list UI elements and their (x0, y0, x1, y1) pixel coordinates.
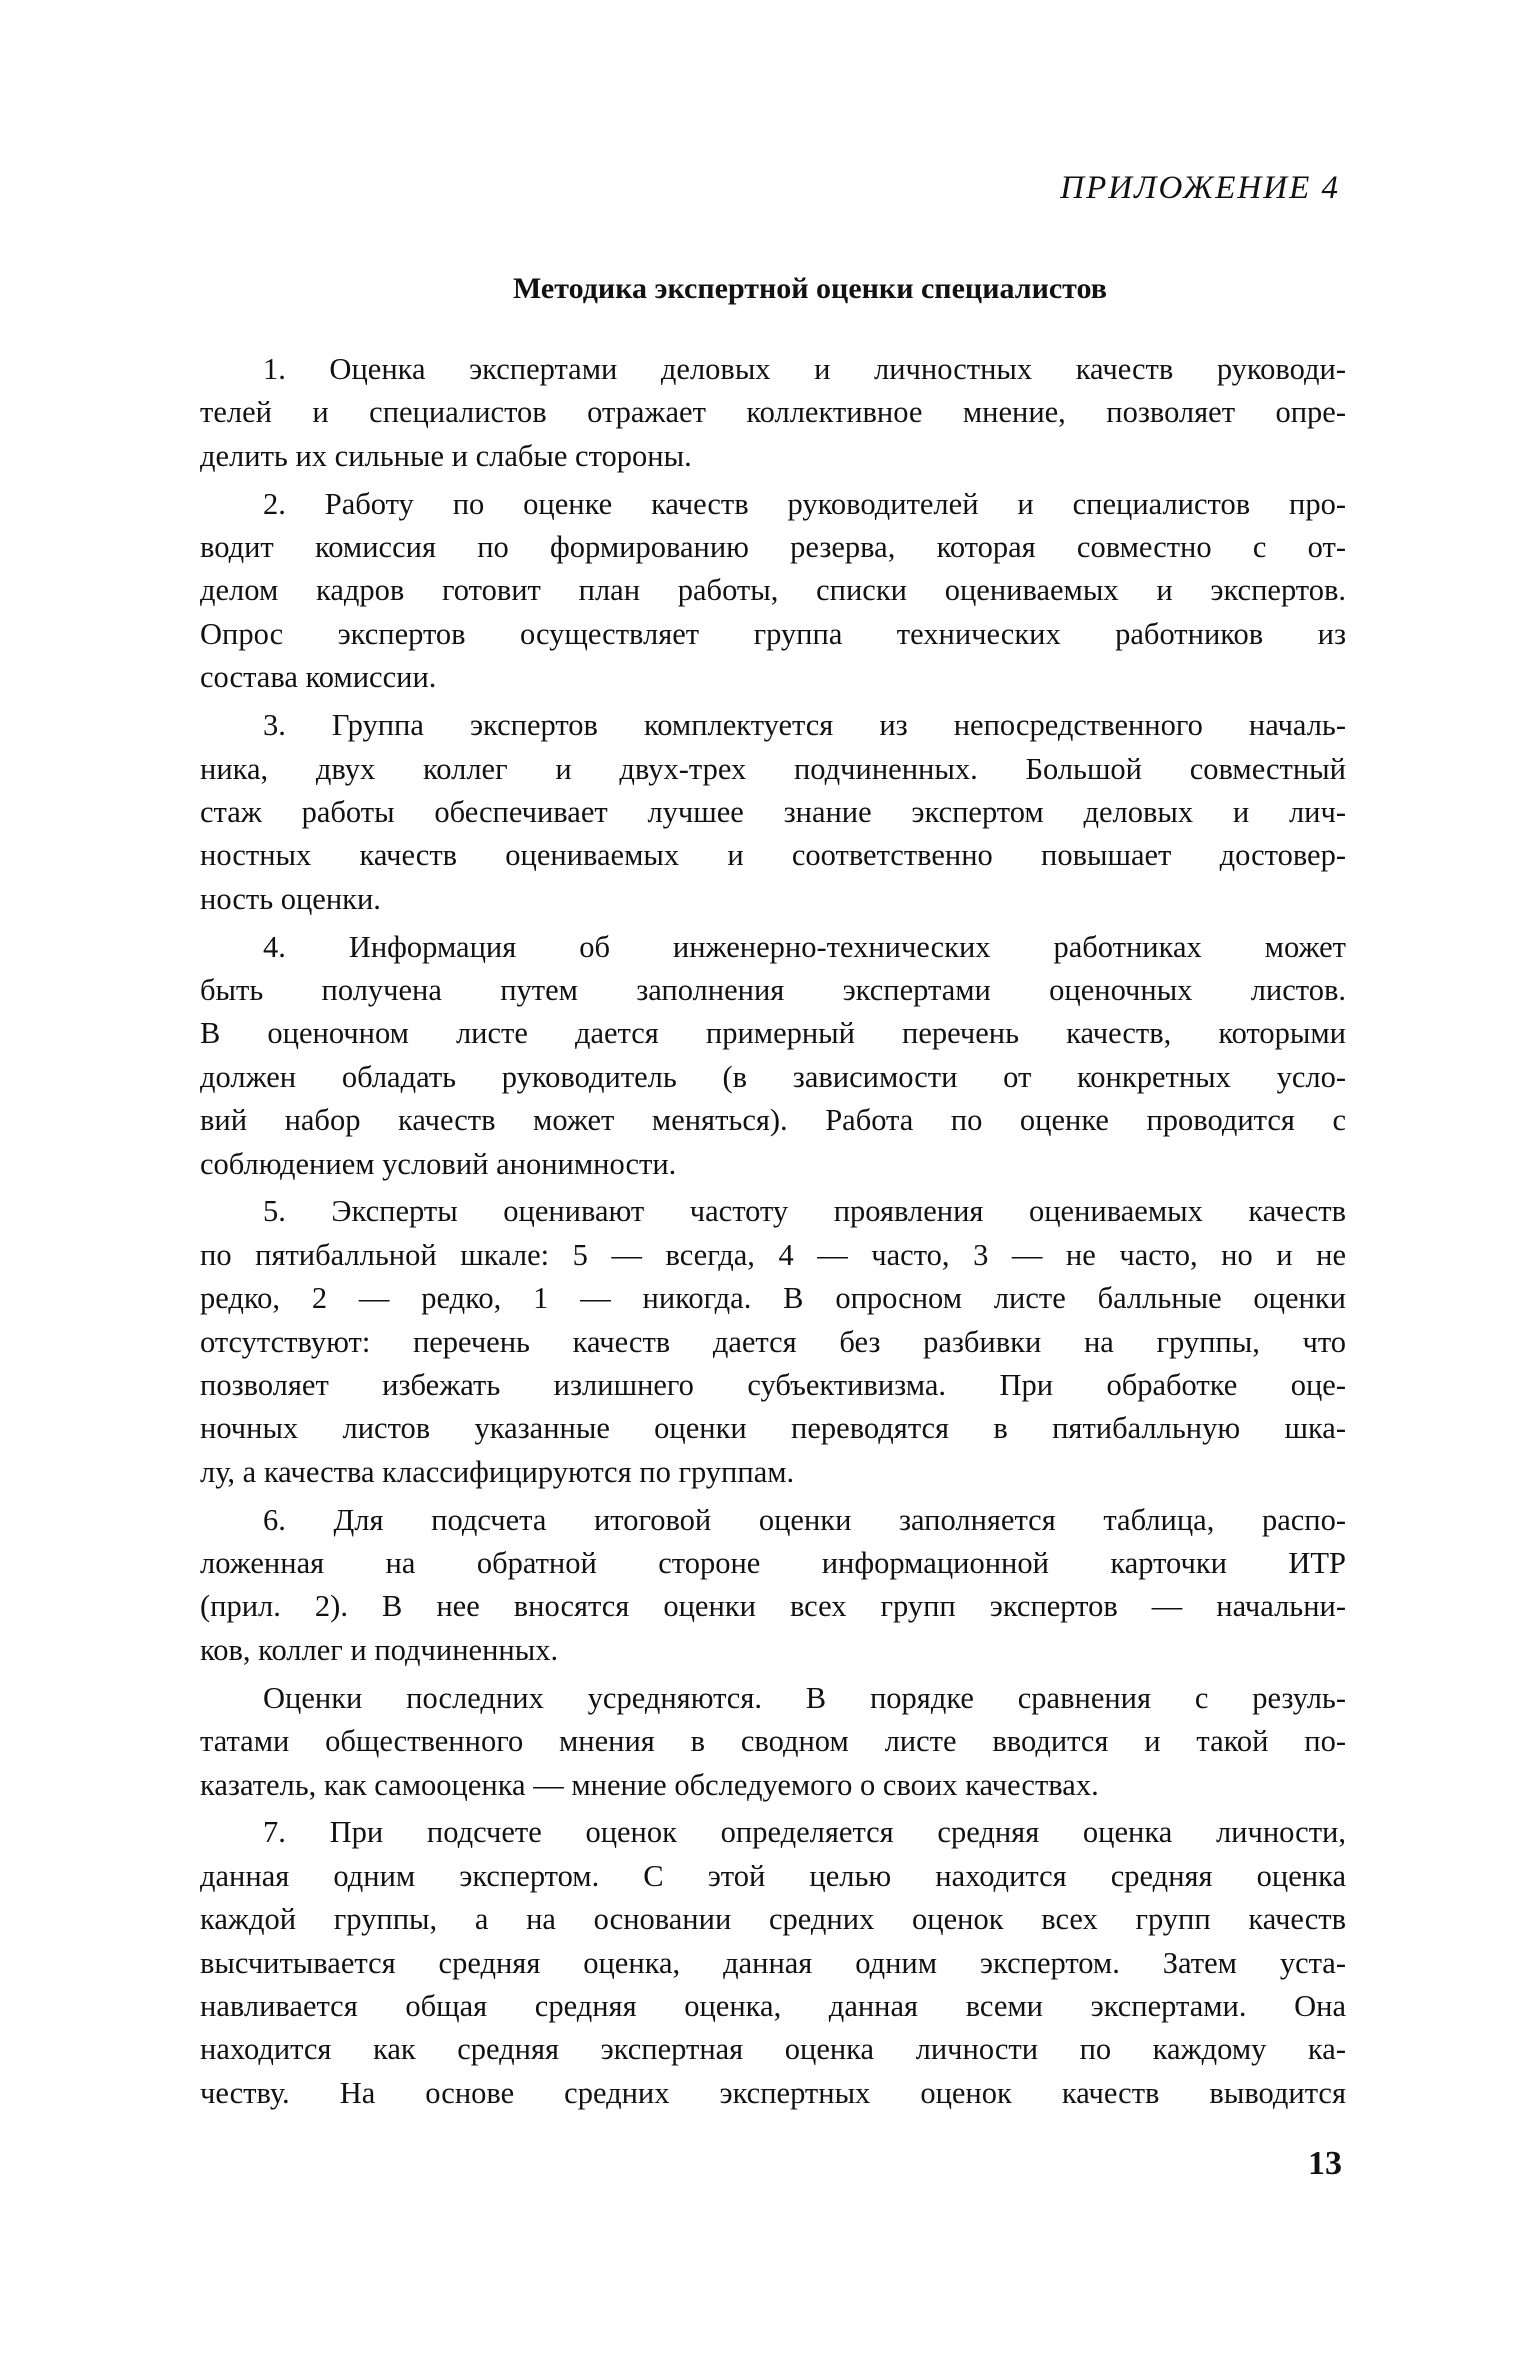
text-line: 6. Для подсчета итоговой оценки заполняется таблица, распо- (263, 1502, 1346, 1537)
text-line: делить их сильные и слабые стороны. (200, 438, 692, 473)
paragraph (200, 483, 1346, 700)
paragraph (200, 348, 1346, 478)
paragraph (200, 1677, 1346, 1807)
text-line: ностных качеств оцениваемых и соответственно повышает достовер- (200, 838, 1346, 873)
text-line: отсутствуют: перечень качеств дается без разбивки на группы, что (200, 1324, 1346, 1359)
text-line: водит комиссия по формированию резерва, которая совместно с от- (200, 530, 1346, 565)
page-number: 13 (1308, 2145, 1342, 2182)
text-line: 3. Группа экспертов комплектуется из непосредственного началь- (263, 708, 1346, 743)
text-line: позволяет избежать излишнего субъективизма. При обработке оце- (200, 1367, 1346, 1402)
text-line: находится как средняя экспертная оценка личности по каждому ка- (200, 2032, 1346, 2067)
text-line: данная одним экспертом. С этой целью находится средняя оценка (200, 1858, 1346, 1893)
text-line: лу, а качества классифицируются по группам. (200, 1454, 795, 1489)
text-line: татами общественного мнения в сводном листе вводится и такой по- (200, 1724, 1346, 1759)
text-line: навливается общая средняя оценка, данная всеми экспертами. Она (200, 1988, 1346, 2023)
text-line: ночных листов указанные оценки переводятся в пятибалльную шка- (200, 1411, 1346, 1446)
text-line: стаж работы обеспечивает лучшее знание экспертом деловых и лич- (200, 794, 1346, 829)
paragraph (200, 1190, 1346, 1494)
text-line: ков, коллег и подчиненных. (200, 1632, 559, 1667)
document-body (200, 348, 1346, 2120)
appendix-label: ПРИЛОЖЕНИЕ 4 (1060, 170, 1340, 206)
page-title: Методика экспертной оценки специалистов (513, 272, 1107, 305)
text-line: Опрос экспертов осуществляет группа технических работников из (200, 616, 1346, 651)
paragraph (200, 704, 1346, 921)
text-line: состава комиссии. (200, 660, 437, 695)
text-line: редко, 2 — редко, 1 — никогда. В опросном листе балльные оценки (200, 1281, 1346, 1316)
text-line: должен обладать руководитель (в зависимости от конкретных усло- (200, 1059, 1346, 1094)
text-line: казатель, как самооценка — мнение обследуемого о своих качествах. (200, 1767, 1099, 1802)
text-line: 7. При подсчете оценок определяется средняя оценка личности, (263, 1815, 1346, 1850)
text-line: 4. Информация об инженерно-технических работниках может (263, 929, 1346, 964)
text-line: В оценочном листе дается примерный перечень качеств, которыми (200, 1016, 1346, 1051)
text-line: 2. Работу по оценке качеств руководителей и специалистов про- (263, 486, 1346, 521)
text-line: каждой группы, а на основании средних оценок всех групп качеств (200, 1902, 1346, 1937)
text-line: 5. Эксперты оценивают частоту проявления оцениваемых качеств (263, 1194, 1346, 1229)
text-line: честву. На основе средних экспертных оценок качеств выводится (200, 2075, 1346, 2110)
text-line: вий набор качеств может меняться). Работа по оценке проводится с (200, 1103, 1346, 1138)
paragraph (200, 1499, 1346, 1673)
text-line: быть получена путем заполнения экспертами оценочных листов. (200, 972, 1346, 1007)
text-line: соблюдением условий анонимности. (200, 1146, 677, 1181)
text-line: делом кадров готовит план работы, списки оцениваемых и экспертов. (200, 573, 1346, 608)
paragraph (200, 1811, 1346, 2115)
text-line: Оценки последних усредняются. В порядке сравнения с резуль- (263, 1680, 1346, 1715)
text-line: ность оценки. (200, 881, 381, 916)
text-line: ника, двух коллег и двух-трех подчиненных. Большой совместный (200, 751, 1346, 786)
text-line: ложенная на обратной стороне информационной карточки ИТР (200, 1546, 1346, 1581)
text-line: телей и специалистов отражает коллективное мнение, позволяет опре- (200, 395, 1346, 430)
text-line: (прил. 2). В нее вносятся оценки всех групп экспертов — начальни- (200, 1589, 1346, 1624)
text-line: 1. Оценка экспертами деловых и личностных качеств руководи- (263, 352, 1346, 386)
paragraph (200, 926, 1346, 1186)
text-line: высчитывается средняя оценка, данная одним экспертом. Затем уста- (200, 1945, 1346, 1980)
text-line: по пятибалльной шкале: 5 — всегда, 4 — часто, 3 — не часто, но и не (200, 1237, 1346, 1272)
